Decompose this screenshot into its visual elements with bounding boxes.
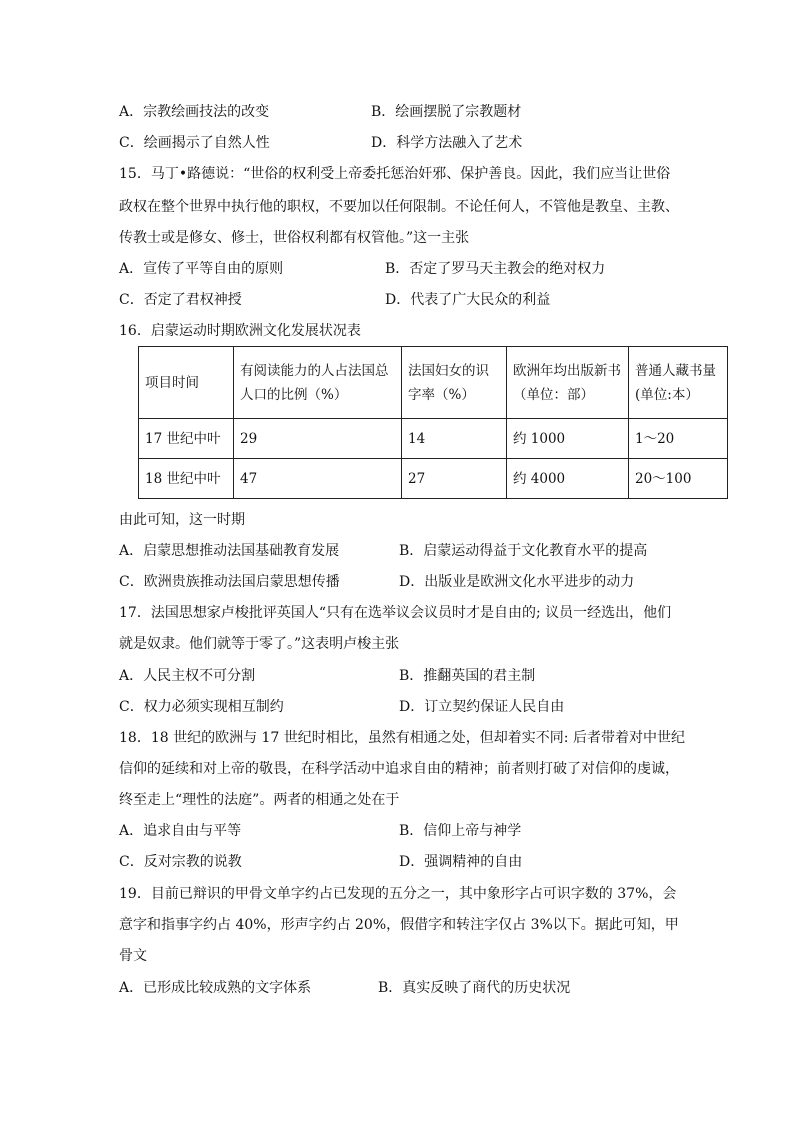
- q19-option-a[interactable]: A．已形成比较成熟的文字体系: [119, 980, 312, 996]
- table-cell: 29: [234, 419, 402, 459]
- q16-option-b[interactable]: B．启蒙运动得益于文化教育水平的提高: [399, 543, 648, 559]
- table-cell: 27: [402, 459, 507, 499]
- table-cell: 18 世纪中叶: [139, 459, 234, 499]
- q17-option-a[interactable]: A．人民主权不可分割: [119, 668, 256, 684]
- table-cell: 47: [234, 459, 402, 499]
- q18-stem-line3: 终至走上“理性的法庭”。两者的相通之处在于: [119, 792, 400, 808]
- table-cell: 1～20: [629, 419, 728, 459]
- q16-option-d[interactable]: D．出版业是欧洲文化水平进步的动力: [399, 574, 635, 590]
- table-header-cell: 普通人藏书量(单位:本）: [629, 347, 728, 419]
- q14-option-b[interactable]: B．绘画摆脱了宗教题材: [371, 104, 522, 120]
- q16-option-a[interactable]: A．启蒙思想推动法国基础教育发展: [119, 543, 340, 559]
- q15-stem-line2: 政权在整个世界中执行他的职权，不要加以任何限制。不论任何人，不管他是教皇、主教、: [119, 199, 679, 215]
- q19-stem-line3: 骨文: [119, 948, 147, 964]
- table-cell: 17 世纪中叶: [139, 419, 234, 459]
- q19-option-b[interactable]: B．真实反映了商代的历史状况: [378, 980, 571, 996]
- q19-stem-line1: 19．目前已辩识的甲骨文单字约占已发现的五分之一，其中象形字占可识字数的 37%，会: [119, 886, 677, 902]
- q15-option-c[interactable]: C．否定了君权神授: [119, 292, 242, 308]
- q18-option-d[interactable]: D．强调精神的自由: [399, 854, 523, 870]
- q14-option-a[interactable]: A．宗教绘画技法的改变: [119, 104, 270, 120]
- q17-option-c[interactable]: C．权力必须实现相互制约: [119, 699, 284, 715]
- q17-stem-line1: 17．法国思想家卢梭批评英国人“只有在选举议会议员时才是自由的; 议员一经选出，他们: [119, 605, 672, 621]
- q14-option-d[interactable]: D．科学方法融入了艺术: [371, 135, 523, 151]
- q15-option-b[interactable]: B．否定了罗马天主教会的绝对权力: [385, 261, 606, 277]
- table-header-row: [139, 347, 728, 419]
- q19-stem-line2: 意字和指事字约占 40%，形声字约占 20%，假借字和转注字仅占 3%以下。据此可知，甲: [119, 917, 679, 933]
- q16-table: [138, 346, 728, 499]
- table-row: [139, 419, 728, 459]
- table-header-cell: 欧洲年均出版新书（单位：部）: [507, 347, 629, 419]
- table-cell: 约 4000: [507, 459, 629, 499]
- q15-option-a[interactable]: A．宣传了平等自由的原则: [119, 261, 284, 277]
- q18-option-c[interactable]: C．反对宗教的说教: [119, 854, 242, 870]
- q17-option-b[interactable]: B．推翻英国的君主制: [399, 668, 536, 684]
- q18-option-a[interactable]: A．追求自由与平等: [119, 823, 242, 839]
- table-header-cell: 法国妇女的识字率（%）: [402, 347, 507, 419]
- q17-option-d[interactable]: D．订立契约保证人民自由: [399, 699, 565, 715]
- q17-stem-line2: 就是奴隶。他们就等于零了。”这表明卢梭主张: [119, 636, 400, 652]
- table-cell: 20～100: [629, 459, 728, 499]
- q15-stem-line3: 传教士或是修女、修士，世俗权利都有权管他。”这一主张: [119, 230, 470, 246]
- q15-option-d[interactable]: D．代表了广大民众的利益: [385, 292, 551, 308]
- table-cell: 约 1000: [507, 419, 629, 459]
- q18-stem-line1: 18．18 世纪的欧洲与 17 世纪时相比，虽然有相通之处，但却着实不同: 后者带着对中世纪: [119, 730, 685, 746]
- q16-stem: 由此可知，这一时期: [119, 512, 245, 528]
- table-header-cell: 项目时间: [139, 347, 234, 419]
- table-header-cell: 有阅读能力的人占法国总人口的比例（%）: [234, 347, 402, 419]
- q18-stem-line2: 信仰的延续和对上帝的敬畏，在科学活动中追求自由的精神；前者则打破了对信仰的虔诚，: [119, 761, 679, 777]
- q16-option-c[interactable]: C．欧洲贵族推动法国启蒙思想传播: [119, 574, 340, 590]
- q16-title: 16．启蒙运动时期欧洲文化发展状况表: [119, 323, 361, 339]
- table-row: [139, 459, 728, 499]
- table-cell: 14: [402, 419, 507, 459]
- q14-option-c[interactable]: C．绘画揭示了自然人性: [119, 135, 270, 151]
- q15-stem-line1: 15．马丁•路德说：“世俗的权利受上帝委托惩治奸邪、保护善良。因此，我们应当让世俗: [119, 166, 671, 182]
- q18-option-b[interactable]: B．信仰上帝与神学: [399, 823, 522, 839]
